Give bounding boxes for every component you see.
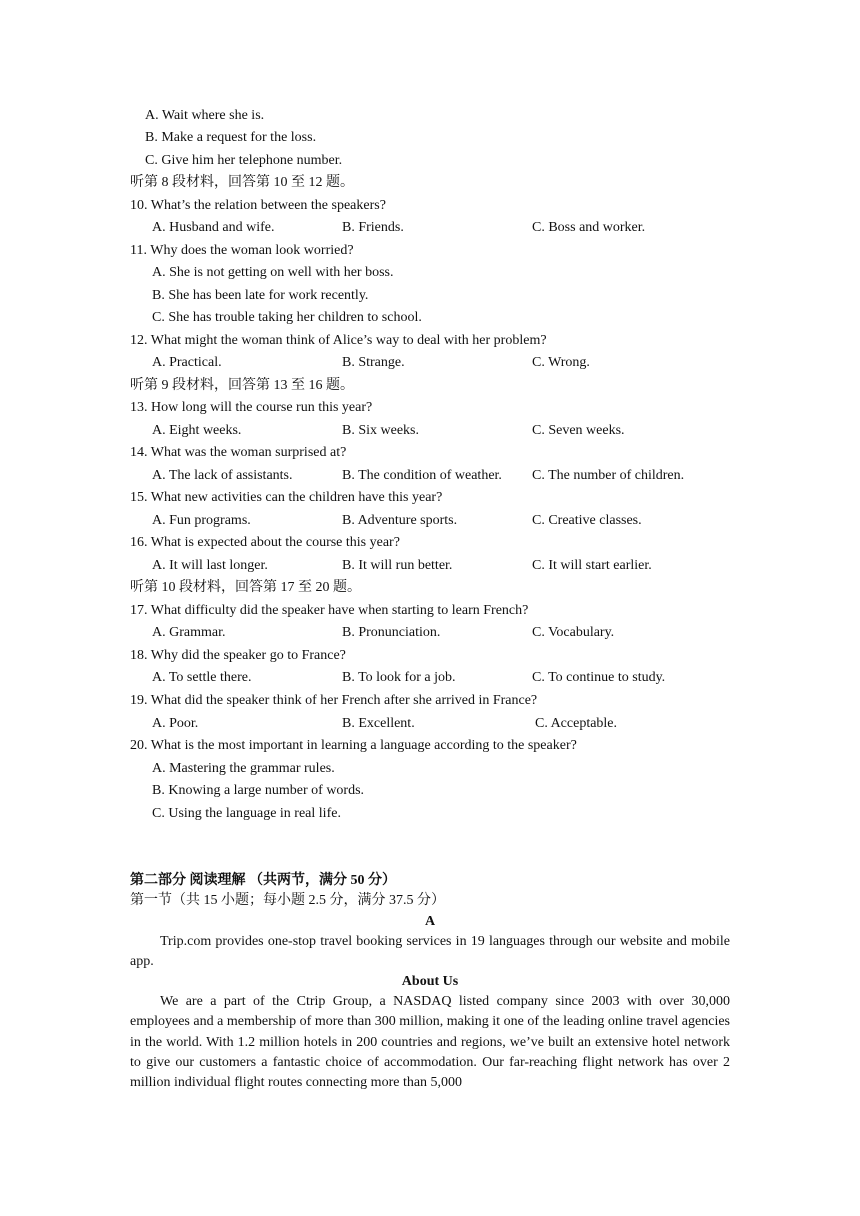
q16-option-c: C. It will start earlier. bbox=[532, 558, 652, 573]
q19-option-c: C. Acceptable. bbox=[535, 716, 618, 731]
q9-option-a: A. Wait where she is. bbox=[145, 108, 265, 123]
q14-option-a: A. The lack of assistants. bbox=[152, 468, 293, 483]
question-16-stem: 16. What is expected about the course this year? bbox=[130, 535, 400, 550]
question-13-options bbox=[152, 422, 752, 440]
q14-option-b: B. The condition of weather. bbox=[342, 468, 502, 483]
section-intro-8: 听第 8 段材料，回答第 10 至 12 题。 bbox=[130, 175, 354, 190]
question-16-options bbox=[152, 557, 752, 575]
question-11-stem: 11. Why does the woman look worried? bbox=[130, 243, 354, 258]
question-17-options bbox=[152, 624, 752, 642]
q10-option-a: A. Husband and wife. bbox=[152, 220, 275, 235]
q11-option-b: B. She has been late for work recently. bbox=[152, 288, 369, 303]
q19-option-b: B. Excellent. bbox=[342, 716, 415, 731]
q12-option-b: B. Strange. bbox=[342, 355, 405, 370]
q16-option-b: B. It will run better. bbox=[342, 558, 453, 573]
about-us-paragraph: We are a part of the Ctrip Group, a NASDAQ listed company since 2003 with over 30,000 employees and a membership of more than 300 million, making it one of the leading online travel agencies in the world. With 1.2 million hotels in 200 countries and regions, we’ve built an extensive hotel network to give our customers a fantastic choice of accommodation. Our far-reaching flight network has over 2 million individual flight routes connecting more than 5,000 bbox=[130, 994, 730, 1091]
question-19-stem: 19. What did the speaker think of her French after she arrived in France? bbox=[130, 693, 538, 708]
q15-option-c: C. Creative classes. bbox=[532, 513, 642, 528]
question-15-stem: 15. What new activities can the children have this year? bbox=[130, 490, 443, 505]
q16-option-a: A. It will last longer. bbox=[152, 558, 268, 573]
question-10-stem: 10. What’s the relation between the speakers? bbox=[130, 198, 386, 213]
q13-option-b: B. Six weeks. bbox=[342, 423, 419, 438]
part2-section1-title: 第一节（共 15 小题；每小题 2.5 分，满分 37.5 分） bbox=[130, 893, 445, 908]
section-intro-9: 听第 9 段材料，回答第 13 至 16 题。 bbox=[130, 378, 354, 393]
part2-title: 第二部分 阅读理解 （共两节，满分 50 分） bbox=[130, 873, 396, 888]
q10-option-b: B. Friends. bbox=[342, 220, 404, 235]
question-12-stem: 12. What might the woman think of Alice’s way to deal with her problem? bbox=[130, 333, 547, 348]
q18-option-b: B. To look for a job. bbox=[342, 670, 456, 685]
question-20-stem: 20. What is the most important in learning a language according to the speaker? bbox=[130, 738, 577, 753]
question-14-stem: 14. What was the woman surprised at? bbox=[130, 445, 347, 460]
q17-option-c: C. Vocabulary. bbox=[532, 625, 615, 640]
question-12-options bbox=[152, 354, 752, 372]
question-15-options bbox=[152, 512, 752, 530]
q20-option-c: C. Using the language in real life. bbox=[152, 806, 341, 821]
q9-option-b: B. Make a request for the loss. bbox=[145, 130, 317, 145]
question-18-options bbox=[152, 669, 752, 687]
q9-option-c: C. Give him her telephone number. bbox=[145, 153, 343, 168]
question-14-options bbox=[152, 467, 752, 485]
question-10-options bbox=[152, 219, 752, 237]
q14-option-c: C. The number of children. bbox=[532, 468, 685, 483]
q15-option-a: A. Fun programs. bbox=[152, 513, 251, 528]
q11-option-c: C. She has trouble taking her children to school. bbox=[152, 310, 422, 325]
passage-letter: A bbox=[424, 914, 436, 929]
q18-option-c: C. To continue to study. bbox=[532, 670, 666, 685]
section-intro-10: 听第 10 段材料，回答第 17 至 20 题。 bbox=[130, 580, 361, 595]
q10-option-c: C. Boss and worker. bbox=[532, 220, 646, 235]
q12-option-c: C. Wrong. bbox=[532, 355, 590, 370]
question-17-stem: 17. What difficulty did the speaker have when starting to learn French? bbox=[130, 603, 529, 618]
q13-option-a: A. Eight weeks. bbox=[152, 423, 242, 438]
q13-option-c: C. Seven weeks. bbox=[532, 423, 625, 438]
q20-option-a: A. Mastering the grammar rules. bbox=[152, 761, 335, 776]
q11-option-a: A. She is not getting on well with her boss. bbox=[152, 265, 394, 280]
q20-option-b: B. Knowing a large number of words. bbox=[152, 783, 365, 798]
q18-option-a: A. To settle there. bbox=[152, 670, 252, 685]
q17-option-b: B. Pronunciation. bbox=[342, 625, 441, 640]
question-18-stem: 18. Why did the speaker go to France? bbox=[130, 648, 346, 663]
q15-option-b: B. Adventure sports. bbox=[342, 513, 458, 528]
question-13-stem: 13. How long will the course run this year? bbox=[130, 400, 373, 415]
q19-option-a: A. Poor. bbox=[152, 716, 199, 731]
q12-option-a: A. Practical. bbox=[152, 355, 222, 370]
question-19-options bbox=[152, 715, 752, 733]
q17-option-a: A. Grammar. bbox=[152, 625, 226, 640]
about-us-heading: About Us bbox=[401, 974, 459, 989]
passage-intro-paragraph: Trip.com provides one-stop travel booking services in 19 languages through our website and mobile app. bbox=[130, 934, 730, 970]
